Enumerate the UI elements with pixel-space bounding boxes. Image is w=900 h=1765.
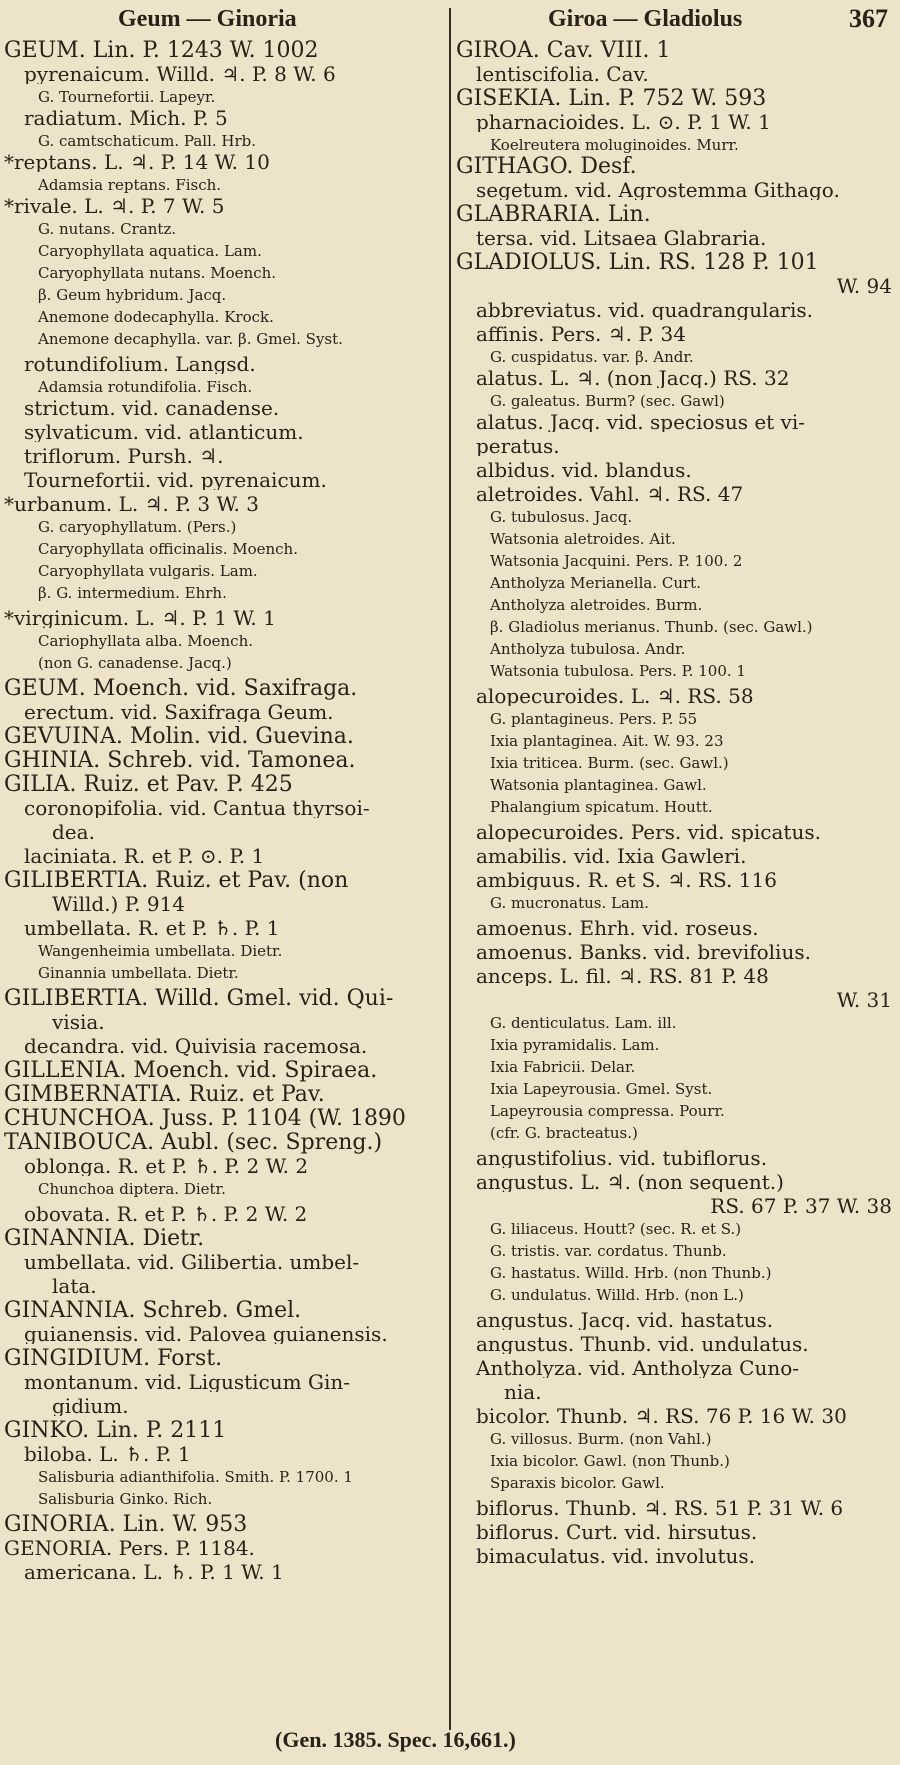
synonym-line: Ixia bicolor. Gawl. (non Thunb.) [490,1454,730,1469]
species-entry: amoenus. Ehrh. vid. roseus. [476,918,759,938]
synonym-line: G. Tournefortii. Lapeyr. [38,90,216,105]
continuation-line: W. 94 [836,276,892,296]
species-entry: biflorus. Thunb. ♃. RS. 51 P. 31 W. 6 [476,1498,844,1518]
synonym-line: G. caryophyllatum. (Pers.) [38,520,237,535]
synonym-line: Chunchoa diptera. Dietr. [38,1182,226,1197]
genus-entry: GINANNIA. Dietr. [4,1228,205,1250]
species-entry: Antholyza. vid. Antholyza Cuno- [476,1358,800,1378]
species-entry: triflorum. Pursh. ♃. [24,446,224,466]
species-entry: americana. L. ♄. P. 1 W. 1 [24,1562,284,1582]
synonym-line: Sparaxis bicolor. Gawl. [490,1476,665,1491]
continuation-line: lata. [52,1276,97,1296]
species-entry: alopecuroides. Pers. vid. spicatus. [476,822,821,842]
synonym-line: G. tubulosus. Jacq. [490,510,633,525]
genus-entry: GIROA. Cav. VIII. 1 [456,40,671,62]
synonym-line: Watsonia plantaginea. Gawl. [490,778,707,793]
species-entry: *rivale. L. ♃. P. 7 W. 5 [4,196,225,216]
species-entry: angustus. Jacq. vid. hastatus. [476,1310,774,1330]
genus-entry: GENORIA. Pers. P. 1184. [4,1538,255,1558]
genus-entry: GISEKIA. Lin. P. 752 W. 593 [456,88,767,110]
species-entry: guianensis. vid. Palovea guianensis. [24,1324,388,1344]
synonym-line: Antholyza aletroides. Burm. [490,598,703,613]
species-entry: affinis. Pers. ♃. P. 34 [476,324,686,344]
synonym-line: G. cuspidatus. var. β. Andr. [490,350,694,365]
synonym-line: β. G. intermedium. Ehrh. [38,586,227,601]
synonym-line: Ixia triticea. Burm. (sec. Gawl.) [490,756,729,771]
genus-entry: CHUNCHOA. Juss. P. 1104 (W. 1890 [4,1108,406,1130]
species-entry: montanum. vid. Ligusticum Gin- [24,1372,350,1392]
species-entry: tersa. vid. Litsaea Glabraria. [476,228,767,248]
continuation-line: RS. 67 P. 37 W. 38 [710,1196,892,1216]
synonym-line: β. Geum hybridum. Jacq. [38,288,227,303]
synonym-line: Adamsia rotundifolia. Fisch. [38,380,253,395]
right-running-head: Giroa — Gladiolus [548,6,743,32]
synonym-line: Watsonia aletroides. Ait. [490,532,676,547]
left-running-head: Geum — Ginoria [118,6,297,32]
genus-entry: GHINIA. Schreb. vid. Tamonea. [4,750,356,772]
species-entry: amoenus. Banks. vid. brevifolius. [476,942,811,962]
synonym-line: Caryophyllata aquatica. Lam. [38,244,262,259]
synonym-line: Watsonia tubulosa. Pers. P. 100. 1 [490,664,746,679]
species-entry: alopecuroides. L. ♃. RS. 58 [476,686,754,706]
synonym-line: G. hastatus. Willd. Hrb. (non Thunb.) [490,1266,772,1281]
page-footer-count: (Gen. 1385. Spec. 16,661.) [275,1727,516,1752]
species-entry: aletroides. Vahl. ♃. RS. 47 [476,484,744,504]
species-entry: *virginicum. L. ♃. P. 1 W. 1 [4,608,276,628]
species-entry: segetum. vid. Agrostemma Githago. [476,180,840,200]
species-entry: biflorus. Curt. vid. hirsutus. [476,1522,758,1542]
species-entry: *urbanum. L. ♃. P. 3 W. 3 [4,494,259,514]
synonym-line: Salisburia Ginko. Rich. [38,1492,213,1507]
species-entry: angustus. Thunb. vid. undulatus. [476,1334,809,1354]
synonym-line: Caryophyllata officinalis. Moench. [38,542,298,557]
synonym-line: (cfr. G. bracteatus.) [490,1126,638,1141]
synonym-line: β. Gladiolus merianus. Thunb. (sec. Gawl.) [490,620,813,635]
genus-entry: GEVUINA. Molin. vid. Guevina. [4,726,354,748]
continuation-line: dea. [52,822,95,842]
synonym-line: Ixia Fabricii. Delar. [490,1060,636,1075]
species-entry: Tournefortii. vid. pyrenaicum. [24,470,327,490]
synonym-line: Caryophyllata nutans. Moench. [38,266,277,281]
continuation-line: Willd.) P. 914 [52,894,186,914]
species-entry: angustus. L. ♃. (non sequent.) [476,1172,784,1192]
synonym-line: G. nutans. Crantz. [38,222,177,237]
continuation-line: peratus. [476,436,560,456]
genus-entry: GLABRARIA. Lin. [456,204,651,226]
species-entry: lentiscifolia. Cav. [476,64,649,84]
synonym-line: Lapeyrousia compressa. Pourr. [490,1104,725,1119]
synonym-line: G. plantagineus. Pers. P. 55 [490,712,698,727]
species-entry: alatus. Jacq. vid. speciosus et vi- [476,412,806,432]
synonym-line: Anemone decaphylla. var. β. Gmel. Syst. [38,332,343,347]
species-entry: amabilis. vid. Ixia Gawleri. [476,846,747,866]
synonym-line: G. villosus. Burm. (non Vahl.) [490,1432,712,1447]
synonym-line: Caryophyllata vulgaris. Lam. [38,564,258,579]
species-entry: bicolor. Thunb. ♃. RS. 76 P. 16 W. 30 [476,1406,847,1426]
synonym-line: Koelreutera moluginoides. Murr. [490,138,739,153]
genus-entry: GILLENIA. Moench. vid. Spiraea. [4,1060,378,1082]
species-entry: ambiguus. R. et S. ♃. RS. 116 [476,870,777,890]
species-entry: *reptans. L. ♃. P. 14 W. 10 [4,152,270,172]
species-entry: obovata. R. et P. ♄. P. 2 W. 2 [24,1204,308,1224]
species-entry: oblonga. R. et P. ♄. P. 2 W. 2 [24,1156,309,1176]
species-entry: radiatum. Mich. P. 5 [24,108,228,128]
synonym-line: Ixia pyramidalis. Lam. [490,1038,660,1053]
synonym-line: Antholyza tubulosa. Andr. [490,642,686,657]
synonym-line: Salisburia adianthifolia. Smith. P. 1700. 1 [38,1470,353,1485]
species-entry: alatus. L. ♃. (non Jacq.) RS. 32 [476,368,790,388]
species-entry: umbellata. R. et P. ♄. P. 1 [24,918,280,938]
species-entry: bimaculatus. vid. involutus. [476,1546,756,1566]
synonym-line: G. undulatus. Willd. Hrb. (non L.) [490,1288,744,1303]
species-entry: erectum. vid. Saxifraga Geum. [24,702,334,722]
species-entry: strictum. vid. canadense. [24,398,280,418]
genus-entry: GEUM. Moench. vid. Saxifraga. [4,678,358,700]
synonym-line: Wangenheimia umbellata. Dietr. [38,944,283,959]
species-entry: pharnacioides. L. ⊙. P. 1 W. 1 [476,112,771,132]
genus-entry: GIMBERNATIA. Ruiz. et Pav. [4,1084,325,1106]
species-entry: pyrenaicum. Willd. ♃. P. 8 W. 6 [24,64,336,84]
species-entry: umbellata. vid. Gilibertia. umbel- [24,1252,360,1272]
species-entry: angustifolius. vid. tubiflorus. [476,1148,768,1168]
continuation-line: nia. [504,1382,542,1402]
genus-entry: GEUM. Lin. P. 1243 W. 1002 [4,40,319,62]
species-entry: biloba. L. ♄. P. 1 [24,1444,191,1464]
synonym-line: G. camtschaticum. Pall. Hrb. [38,134,257,149]
genus-entry: GINORIA. Lin. W. 953 [4,1514,248,1536]
species-entry: coronopifolia. vid. Cantua thyrsoi- [24,798,370,818]
synonym-line: Phalangium spicatum. Houtt. [490,800,713,815]
genus-entry: GITHAGO. Desf. [456,156,637,178]
genus-entry: GLADIOLUS. Lin. RS. 128 P. 101 [456,252,819,274]
species-entry: laciniata. R. et P. ⊙. P. 1 [24,846,265,866]
species-entry: albidus. vid. blandus. [476,460,692,480]
genus-entry: GINANNIA. Schreb. Gmel. [4,1300,302,1322]
genus-entry: GILIBERTIA. Ruiz. et Pav. (non [4,870,349,892]
synonym-line: Ixia Lapeyrousia. Gmel. Syst. [490,1082,713,1097]
synonym-line: Ginannia umbellata. Dietr. [38,966,239,981]
synonym-line: G. tristis. var. cordatus. Thunb. [490,1244,727,1259]
species-entry: sylvaticum. vid. atlanticum. [24,422,304,442]
synonym-line: (non G. canadense. Jacq.) [38,656,232,671]
synonym-line: Anemone dodecaphylla. Krock. [38,310,274,325]
genus-entry: GINGIDIUM. Forst. [4,1348,223,1370]
genus-entry: GILIBERTIA. Willd. Gmel. vid. Qui- [4,988,394,1010]
species-entry: abbreviatus. vid. quadrangularis. [476,300,814,320]
synonym-line: G. liliaceus. Houtt? (sec. R. et S.) [490,1222,742,1237]
continuation-line: visia. [52,1012,105,1032]
synonym-line: G. denticulatus. Lam. ill. [490,1016,677,1031]
synonym-line: G. galeatus. Burm? (sec. Gawl) [490,394,725,409]
continuation-line: W. 31 [836,990,892,1010]
synonym-line: G. mucronatus. Lam. [490,896,649,911]
species-entry: rotundifolium. Langsd. [24,354,256,374]
page-number: 367 [849,4,888,33]
genus-entry: GINKO. Lin. P. 2111 [4,1420,227,1442]
synonym-line: Watsonia Jacquini. Pers. P. 100. 2 [490,554,743,569]
synonym-line: Cariophyllata alba. Moench. [38,634,254,649]
synonym-line: Adamsia reptans. Fisch. [38,178,222,193]
species-entry: decandra. vid. Quivisia racemosa. [24,1036,368,1056]
genus-entry: GILIA. Ruiz. et Pav. P. 425 [4,774,293,796]
synonym-line: Ixia plantaginea. Ait. W. 93. 23 [490,734,724,749]
species-entry: anceps. L. fil. ♃. RS. 81 P. 48 [476,966,769,986]
genus-entry: TANIBOUCA. Aubl. (sec. Spreng.) [4,1132,383,1154]
column-divider [449,8,451,1730]
continuation-line: gidium. [52,1396,129,1416]
synonym-line: Antholyza Merianella. Curt. [490,576,701,591]
